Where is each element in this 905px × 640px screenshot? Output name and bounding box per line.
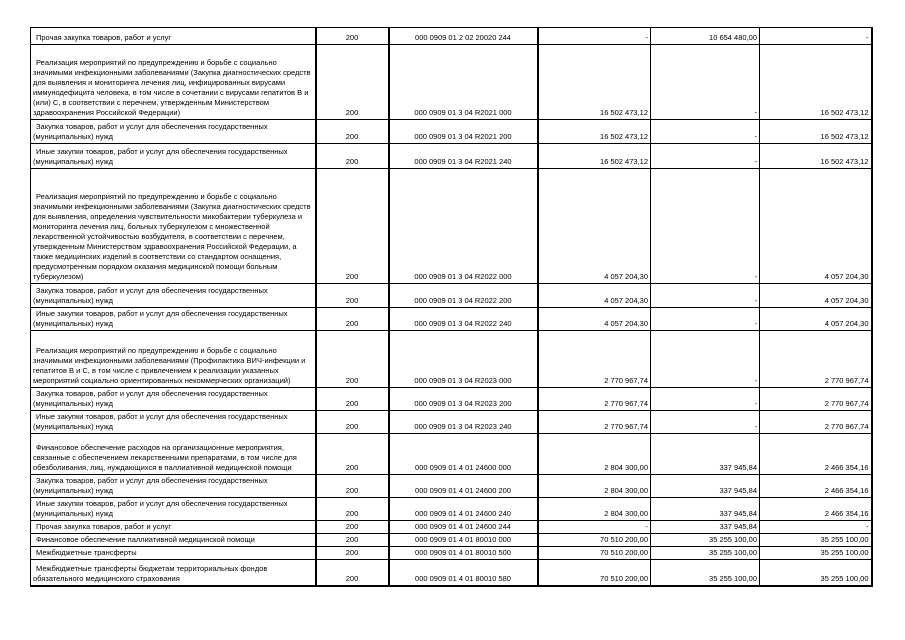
- amount-1-cell: 4 057 204,30: [538, 169, 651, 284]
- amount-2-cell: 35 255 100,00: [651, 547, 760, 560]
- line-code-cell: 200: [316, 475, 389, 498]
- amount-2-cell: 337 945,84: [651, 475, 760, 498]
- amount-2-cell: 35 255 100,00: [651, 534, 760, 547]
- name-cell: Реализация мероприятий по предупреждению и борьбе с социально значимыми инфекционными заболеваниями (Закупка диагностических средств для выявления, определения чувствительности микобактерии туберкулеза и мониторинга лечения лиц, больных туберкулезом с множественной лекарственной устойчивостью возбудителя, в соответствии с перечнем, утвержденным Министерством здравоохранения Российской Федерации, а также медицинских изделий в соответствии со стандартом оснащения, предусмотренным порядком оказания медицинской помощи больным туберкулезом): [31, 169, 316, 284]
- name-cell: Иные закупки товаров, работ и услуг для обеспечения государственных (муниципальных) нужд: [31, 411, 316, 434]
- amount-1-cell: 2 804 300,00: [538, 498, 651, 521]
- amount-1-cell: 16 502 473,12: [538, 144, 651, 169]
- budget-expenditure-table: [30, 27, 873, 587]
- amount-2-cell: -: [651, 144, 760, 169]
- amount-2-cell: -: [651, 388, 760, 411]
- table-row: [31, 144, 872, 169]
- amount-2-cell: 35 255 100,00: [651, 560, 760, 586]
- kbk-code-cell: 000 0909 01 4 01 24600 200: [389, 475, 538, 498]
- amount-3-cell: 2 466 354,16: [760, 498, 872, 521]
- table-row: [31, 331, 872, 388]
- table-row: [31, 120, 872, 144]
- table-row: [31, 534, 872, 547]
- table-row: [31, 388, 872, 411]
- name-cell: Закупка товаров, работ и услуг для обеспечения государственных (муниципальных) нужд: [31, 284, 316, 308]
- line-code-cell: 200: [316, 308, 389, 331]
- amount-2-cell: 337 945,84: [651, 521, 760, 534]
- name-cell: Иные закупки товаров, работ и услуг для обеспечения государственных (муниципальных) нужд: [31, 498, 316, 521]
- name-cell: Финансовое обеспечение паллиативной медицинской помощи: [31, 534, 316, 547]
- amount-1-cell: 4 057 204,30: [538, 284, 651, 308]
- amount-3-cell: 16 502 473,12: [760, 120, 872, 144]
- table-row: [31, 411, 872, 434]
- table-row: [31, 169, 872, 284]
- name-cell: Реализация мероприятий по предупреждению и борьбе с социально значимыми инфекционными заболеваниями (Профилактика ВИЧ-инфекции и гепатитов В и С, в том числе с привлечением к реализации указанных мероприятий социально ориентированных некоммерческих организаций): [31, 331, 316, 388]
- kbk-code-cell: 000 0909 01 3 04 R2022 000: [389, 169, 538, 284]
- kbk-code-cell: 000 0909 01 3 04 R2022 240: [389, 308, 538, 331]
- line-code-cell: 200: [316, 144, 389, 169]
- name-cell: Прочая закупка товаров, работ и услуг: [31, 28, 316, 45]
- kbk-code-cell: 000 0909 01 4 01 24600 000: [389, 434, 538, 475]
- kbk-code-cell: 000 0909 01 4 01 24600 244: [389, 521, 538, 534]
- table-row: [31, 308, 872, 331]
- table-row: [31, 28, 872, 45]
- amount-1-cell: 16 502 473,12: [538, 120, 651, 144]
- line-code-cell: 200: [316, 411, 389, 434]
- table-body: [31, 28, 872, 586]
- amount-2-cell: -: [651, 308, 760, 331]
- amount-3-cell: 4 057 204,30: [760, 169, 872, 284]
- amount-2-cell: 337 945,84: [651, 434, 760, 475]
- kbk-code-cell: 000 0909 01 3 04 R2021 240: [389, 144, 538, 169]
- amount-3-cell: 2 466 354,16: [760, 475, 872, 498]
- kbk-code-cell: 000 0909 01 3 04 R2023 000: [389, 331, 538, 388]
- table-row: [31, 475, 872, 498]
- amount-1-cell: 2 770 967,74: [538, 331, 651, 388]
- amount-2-cell: -: [651, 169, 760, 284]
- table-row: [31, 498, 872, 521]
- amount-3-cell: -: [760, 28, 872, 45]
- amount-2-cell: -: [651, 120, 760, 144]
- amount-3-cell: 4 057 204,30: [760, 308, 872, 331]
- name-cell: Межбюджетные трансферты: [31, 547, 316, 560]
- amount-2-cell: 10 654 480,00: [651, 28, 760, 45]
- table-row: [31, 434, 872, 475]
- name-cell: Реализация мероприятий по предупреждению и борьбе с социально значимыми инфекционными заболеваниями (Закупка диагностических средств для выявления и мониторинга лечения лиц, инфицированных вирусами иммунодефицита человека, в том числе в сочетании с вирусами гепатитов В и (или) С, в соответствии с перечнем, утвержденным Министерством здравоохранения Российской Федерации): [31, 45, 316, 120]
- amount-1-cell: 70 510 200,00: [538, 534, 651, 547]
- name-cell: Закупка товаров, работ и услуг для обеспечения государственных (муниципальных) нужд: [31, 120, 316, 144]
- amount-1-cell: 4 057 204,30: [538, 308, 651, 331]
- line-code-cell: 200: [316, 120, 389, 144]
- kbk-code-cell: 000 0909 01 4 01 80010 000: [389, 534, 538, 547]
- name-cell: Закупка товаров, работ и услуг для обеспечения государственных (муниципальных) нужд: [31, 388, 316, 411]
- amount-1-cell: -: [538, 521, 651, 534]
- line-code-cell: 200: [316, 331, 389, 388]
- kbk-code-cell: 000 0909 01 4 01 80010 500: [389, 547, 538, 560]
- table-row: [31, 547, 872, 560]
- line-code-cell: 200: [316, 498, 389, 521]
- name-cell: Закупка товаров, работ и услуг для обеспечения государственных (муниципальных) нужд: [31, 475, 316, 498]
- amount-1-cell: 2 770 967,74: [538, 388, 651, 411]
- amount-1-cell: 16 502 473,12: [538, 45, 651, 120]
- amount-3-cell: 4 057 204,30: [760, 284, 872, 308]
- amount-1-cell: 2 804 300,00: [538, 475, 651, 498]
- amount-3-cell: 2 770 967,74: [760, 411, 872, 434]
- table-row: [31, 560, 872, 586]
- amount-3-cell: 35 255 100,00: [760, 534, 872, 547]
- table-row: [31, 521, 872, 534]
- line-code-cell: 200: [316, 284, 389, 308]
- amount-2-cell: -: [651, 331, 760, 388]
- line-code-cell: 200: [316, 521, 389, 534]
- table-row: [31, 284, 872, 308]
- amount-1-cell: 2 804 300,00: [538, 434, 651, 475]
- amount-3-cell: 35 255 100,00: [760, 547, 872, 560]
- amount-3-cell: 16 502 473,12: [760, 144, 872, 169]
- line-code-cell: 200: [316, 388, 389, 411]
- line-code-cell: 200: [316, 534, 389, 547]
- kbk-code-cell: 000 0909 01 3 04 R2023 240: [389, 411, 538, 434]
- name-cell: Иные закупки товаров, работ и услуг для обеспечения государственных (муниципальных) нужд: [31, 308, 316, 331]
- kbk-code-cell: 000 0909 01 3 04 R2021 000: [389, 45, 538, 120]
- amount-3-cell: -: [760, 521, 872, 534]
- kbk-code-cell: 000 0909 01 3 04 R2022 200: [389, 284, 538, 308]
- amount-2-cell: -: [651, 284, 760, 308]
- line-code-cell: 200: [316, 560, 389, 586]
- line-code-cell: 200: [316, 28, 389, 45]
- name-cell: Иные закупки товаров, работ и услуг для обеспечения государственных (муниципальных) нужд: [31, 144, 316, 169]
- amount-2-cell: -: [651, 411, 760, 434]
- name-cell: Финансовое обеспечение расходов на организационные мероприятия, связанные с обеспечением лекарственными препаратами, в том числе для обезболивания, лиц, нуждающихся в паллиативной медицинской помощи: [31, 434, 316, 475]
- amount-1-cell: 70 510 200,00: [538, 547, 651, 560]
- amount-1-cell: 2 770 967,74: [538, 411, 651, 434]
- line-code-cell: 200: [316, 45, 389, 120]
- line-code-cell: 200: [316, 169, 389, 284]
- amount-1-cell: -: [538, 28, 651, 45]
- kbk-code-cell: 000 0909 01 4 01 24600 240: [389, 498, 538, 521]
- kbk-code-cell: 000 0909 01 3 04 R2021 200: [389, 120, 538, 144]
- amount-3-cell: 16 502 473,12: [760, 45, 872, 120]
- amount-3-cell: 2 466 354,16: [760, 434, 872, 475]
- name-cell: Межбюджетные трансферты бюджетам территориальных фондов обязательного медицинского страхования: [31, 560, 316, 586]
- amount-3-cell: 2 770 967,74: [760, 388, 872, 411]
- amount-2-cell: -: [651, 45, 760, 120]
- amount-3-cell: 2 770 967,74: [760, 331, 872, 388]
- kbk-code-cell: 000 0909 01 2 02 20020 244: [389, 28, 538, 45]
- table-row: [31, 45, 872, 120]
- line-code-cell: 200: [316, 547, 389, 560]
- amount-1-cell: 70 510 200,00: [538, 560, 651, 586]
- amount-3-cell: 35 255 100,00: [760, 560, 872, 586]
- line-code-cell: 200: [316, 434, 389, 475]
- name-cell: Прочая закупка товаров, работ и услуг: [31, 521, 316, 534]
- amount-2-cell: 337 945,84: [651, 498, 760, 521]
- kbk-code-cell: 000 0909 01 4 01 80010 580: [389, 560, 538, 586]
- kbk-code-cell: 000 0909 01 3 04 R2023 200: [389, 388, 538, 411]
